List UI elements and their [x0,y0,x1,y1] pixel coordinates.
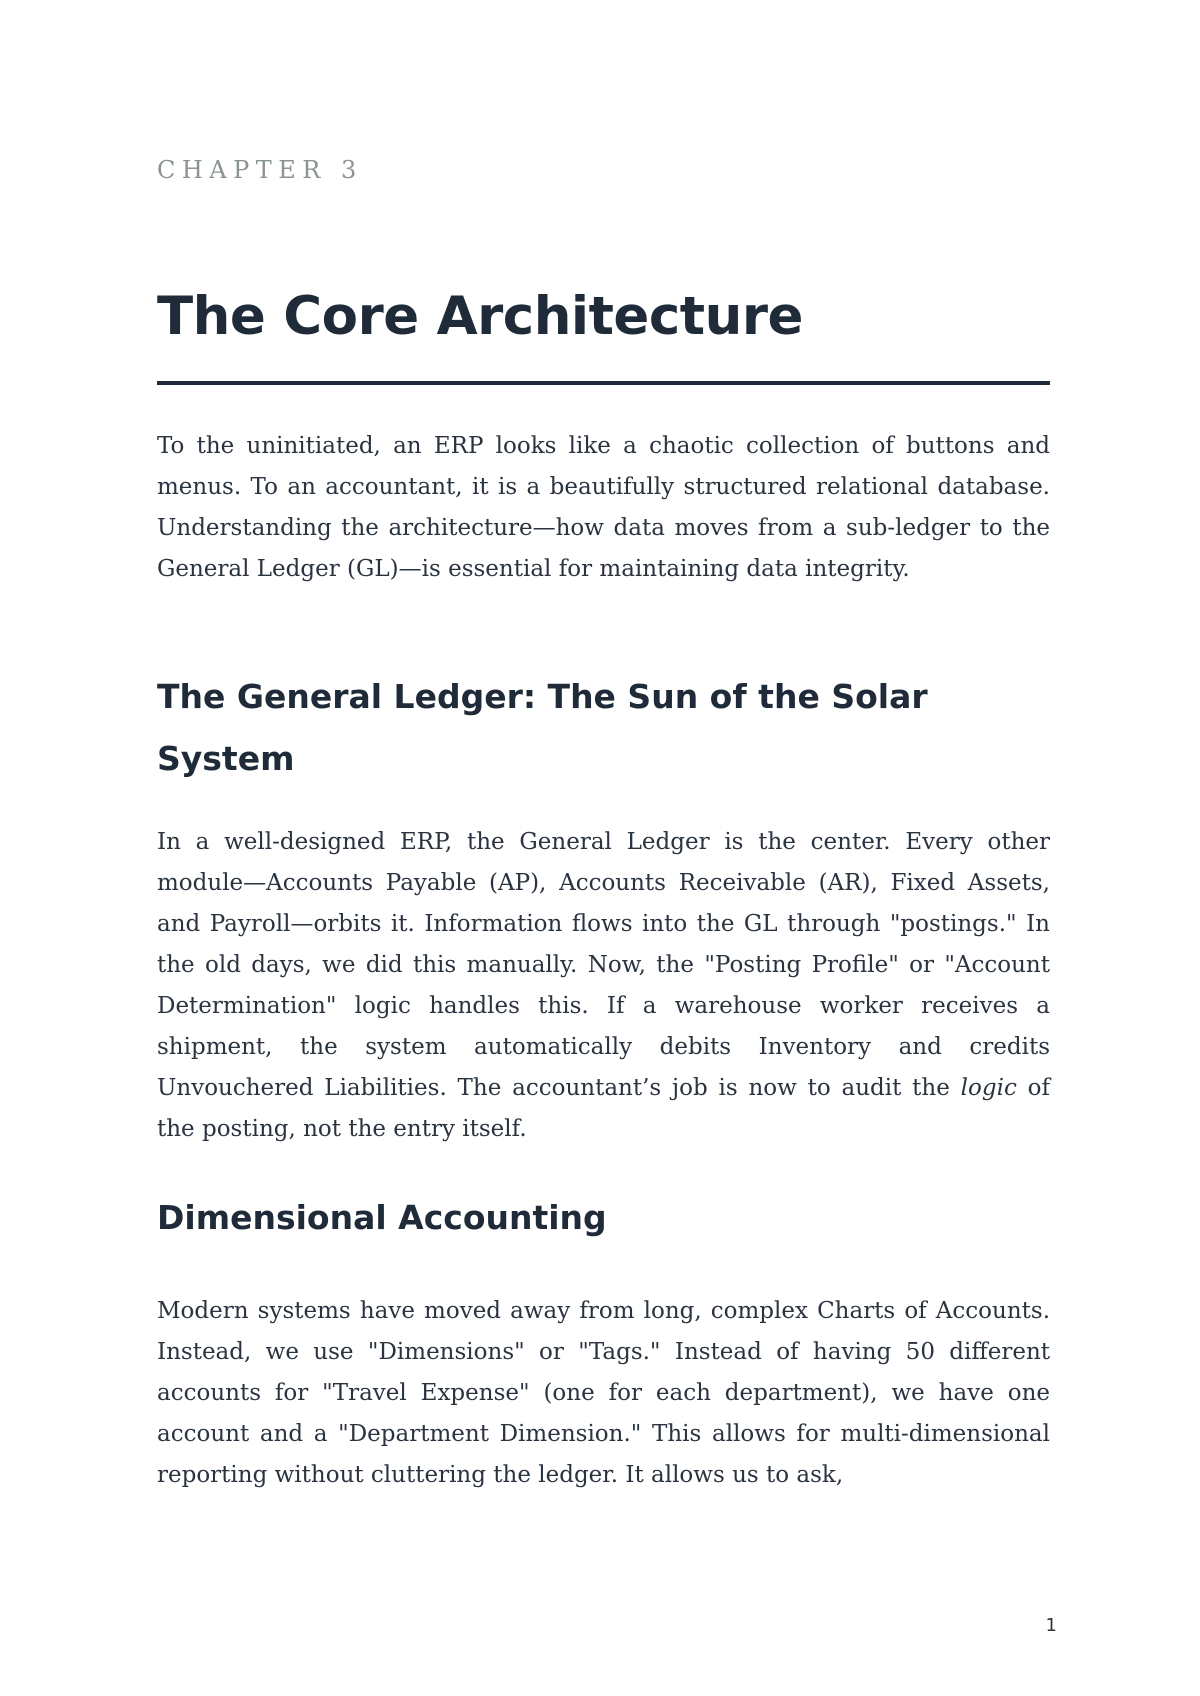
general-ledger-text-part-1: In a well-designed ERP, the General Ledger is the center. Every other module—Accounts Payable (AP), Accounts Receivable (AR), Fixed Assets, and Payroll—orbits it. Information flows into the GL through "postings." In the old days, we did this manually. Now, the "Posting Profile" or "Account Determination" logic handles this. If a warehouse worker receives a shipment, the system automatically debits Inventory and credits Unvouchered Liabilities. The accountant’s job is now to audit the [157,829,1050,1101]
dimensional-accounting-paragraph: Modern systems have moved away from long, complex Charts of Accounts. Instead, we use "Dimensions" or "Tags." Instead of having 50 different accounts for "Travel Expense" (one for each department), we have one account and a "Department Dimension." This allows for multi-dimensional reporting without cluttering the ledger. It allows us to ask, [157,1298,1050,1488]
emphasis-logic: logic [960,1075,1017,1101]
chapter-label: CHAPTER 3 [157,156,363,184]
general-ledger-paragraph [157,822,1050,1150]
intro-paragraph: To the uninitiated, an ERP looks like a chaotic collection of buttons and menus. To an accountant, it is a beautifully structured relational database. Understanding the architecture—how data moves from a sub-ledger to the General Ledger (GL)—is essential for maintaining data integrity. [157,433,1050,582]
section-heading-general-ledger: The General Ledger: The Sun of the Solar System [157,677,928,778]
title-divider [157,381,1050,385]
page-number: 1 [1045,1615,1057,1636]
chapter-title: The Core Architecture [157,286,803,347]
general-ledger-text-part-2: of the posting, not the entry itself. [157,1075,1051,1142]
section-heading-dimensional-accounting: Dimensional Accounting [157,1198,607,1237]
